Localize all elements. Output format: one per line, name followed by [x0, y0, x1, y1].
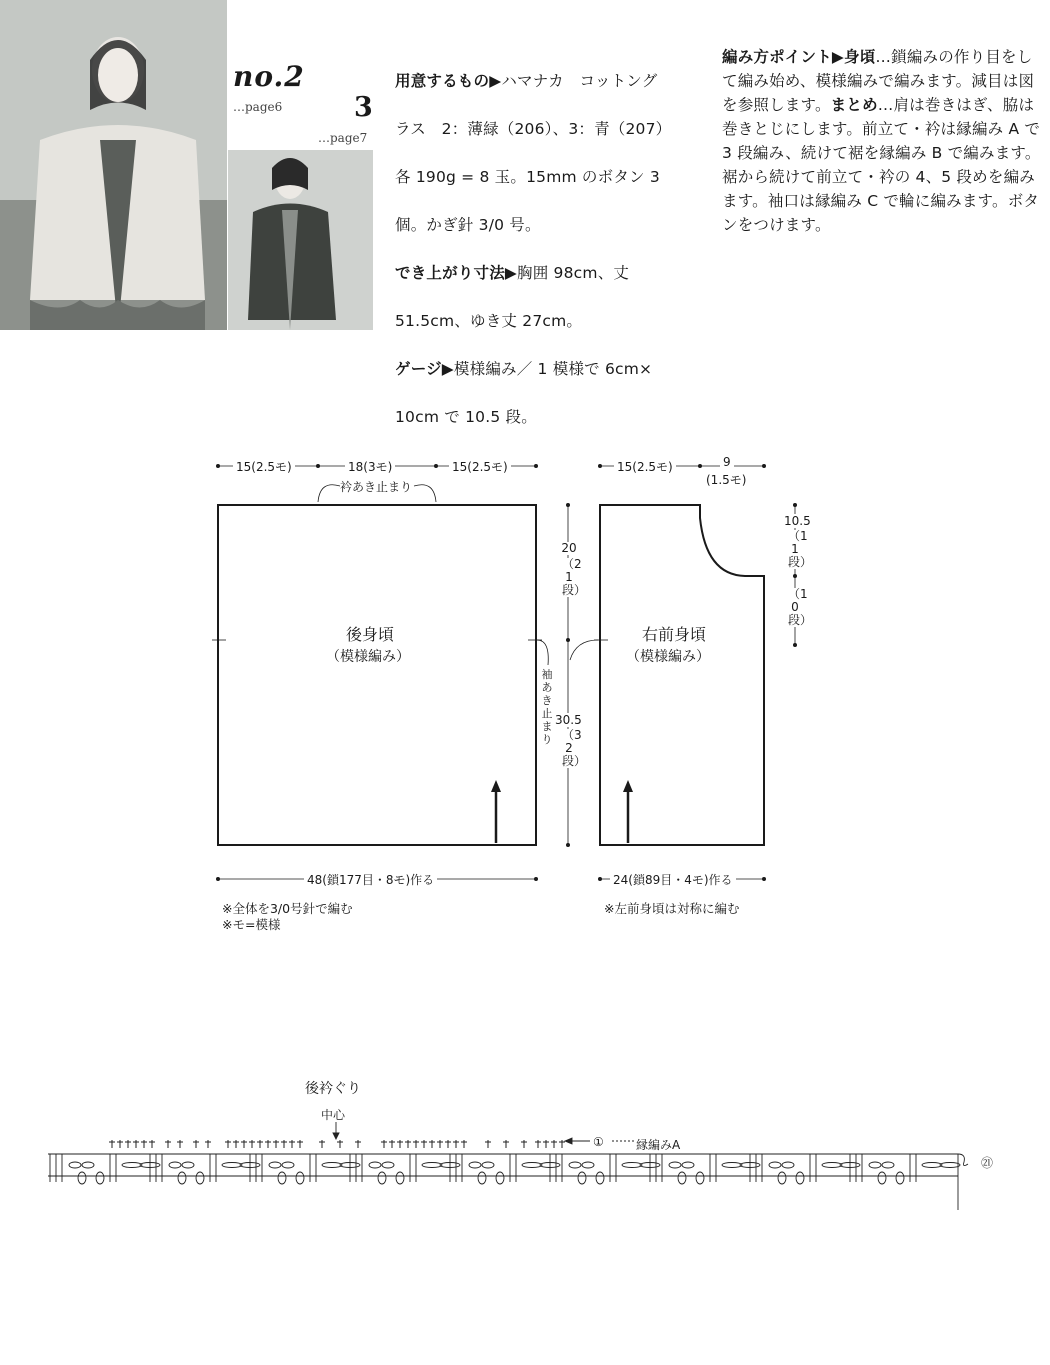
- pattern-number-3: 3: [354, 92, 373, 123]
- finished-size-label: でき上がり寸法▶: [395, 264, 518, 282]
- note-pattern: ※モ=模様: [222, 917, 281, 932]
- chart-edge-label: 縁編みA: [636, 1138, 681, 1152]
- points-label: 編み方ポイント▶身頃: [722, 48, 876, 66]
- sleeve-stop-label: 袖あき止まり: [541, 668, 553, 746]
- materials-line-4: 個。かぎ針 3/0 号。: [395, 216, 541, 234]
- note-needle: ※全体を3/0号針で編む: [222, 901, 353, 916]
- front-neck-rows-lower: （10段）: [788, 587, 813, 627]
- chart-end-marker: ㉑: [981, 1156, 994, 1170]
- note-left-front: ※左前身頃は対称に編む: [604, 901, 740, 916]
- back-body-title: 後身頃: [346, 625, 395, 644]
- front-neck-height: 10.5: [784, 514, 811, 528]
- back-top-right-dim: 15(2.5モ): [449, 458, 511, 475]
- front-neck-rows-upper: （11段）: [788, 529, 813, 569]
- pattern-number: no.2: [233, 60, 305, 93]
- back-bottom-dim: 48(鎖177目・8モ)作る: [304, 871, 437, 888]
- materials-label: 用意するもの▶: [395, 72, 502, 90]
- finished-size-line-1: 胸囲 98cm、丈: [517, 264, 630, 282]
- materials-line-2: ラス 2：薄緑（206）、3：青（207）: [395, 120, 672, 138]
- back-height-upper: 20: [561, 541, 577, 555]
- back-height-lower-rows: （32段）: [562, 728, 587, 768]
- chart-row-marker: ①: [593, 1135, 604, 1149]
- chart-title: 後衿ぐり: [305, 1081, 361, 1097]
- materials-line-1: ハマナカ コットング: [501, 72, 658, 90]
- back-top-left-dim: 15(2.5モ): [233, 458, 295, 475]
- front-bottom-dim: 24(鎖89目・4モ)作る: [610, 871, 736, 888]
- back-top-mid-dim: 18(3モ): [345, 458, 395, 475]
- materials-line-3: 各 190g = 8 玉。15mm のボタン 3: [395, 168, 660, 186]
- gauge-line-2: 10cm で 10.5 段。: [395, 408, 537, 426]
- chart-center-label: 中心: [321, 1108, 346, 1122]
- gauge-line-1: 模様編み／ 1 模様で 6cm×: [453, 360, 653, 378]
- points-text-1: …鎖編みの作り目をして編み始め、模様編みで編みます。減目は図を参照します。: [722, 48, 1035, 114]
- finishing-label: まとめ: [830, 96, 878, 114]
- collar-stop-label: 衿あき止まり: [340, 480, 413, 494]
- front-top-right-dim: 9: [720, 455, 734, 469]
- front-body-subtitle: （模様編み）: [626, 649, 710, 665]
- back-height-upper-rows: （21段）: [562, 557, 587, 597]
- page-ref-no3: …page7: [318, 131, 368, 145]
- gauge-label: ゲージ▶: [395, 360, 454, 378]
- front-top-left-dim: 15(2.5モ): [614, 458, 676, 475]
- front-top-right-sub: (1.5モ): [706, 473, 747, 487]
- back-height-lower: 30.5: [555, 713, 582, 727]
- page-ref-no2: …page6: [233, 100, 283, 114]
- front-body-title: 右前身頃: [642, 625, 707, 644]
- crochet-chart: [0, 1120, 1050, 1220]
- back-body-subtitle: （模様編み）: [326, 649, 410, 665]
- finished-size-line-2: 51.5cm、ゆき丈 27cm。: [395, 312, 583, 330]
- points-text-2: …肩は巻きはぎ、脇は巻きとじにします。前立て・衿は縁編み A で 3 段編み、続けて裾を縁編み B で編みます。裾から続けて前立て・衿の 4、5 段めを編みます。袖口は縁編み C で輪に編みます。ボタンをつけます。: [722, 96, 1041, 234]
